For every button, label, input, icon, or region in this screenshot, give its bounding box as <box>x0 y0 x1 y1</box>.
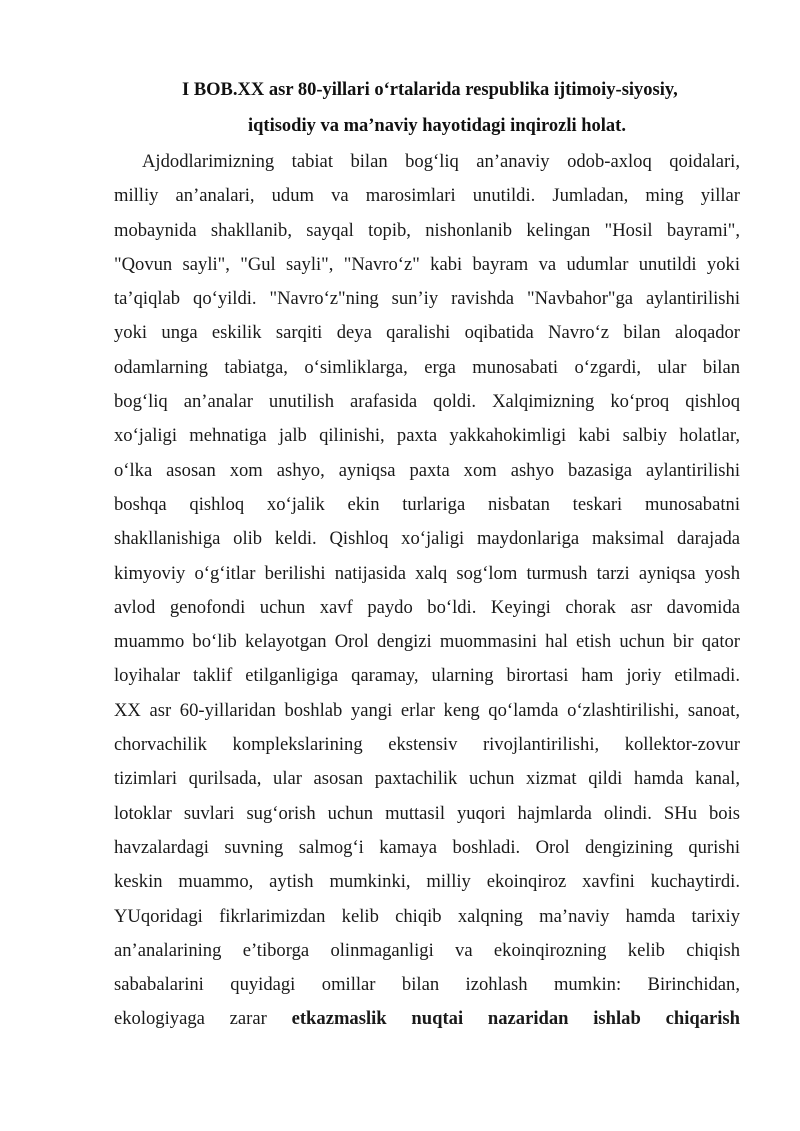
text-line: muammo bo‘lib kelayotgan Orol dengizi muommasini hal etish uchun bir qator <box>114 631 740 653</box>
text-line: keskin muammo, aytish mumkinki, milliy ekoinqiroz xavfini kuchaytirdi. <box>114 871 740 893</box>
text-line: havzalardagi suvning salmog‘i kamaya boshladi. Orol dengizining qurishi <box>114 836 740 858</box>
text-line-last <box>114 1002 740 1036</box>
text-line: o‘lka asosan xom ashyo, ayniqsa paxta xom ashyo bazasiga aylantirilishi <box>114 459 740 481</box>
chapter-heading-line-1: I BOB.XX asr 80-yillari o‘rtalarida respublika ijtimoiy-siyosiy, <box>182 80 678 100</box>
text-line: sababalarini quyidagi omillar bilan izohlash mumkin: Birinchidan, <box>114 974 740 996</box>
text-line: mobaynida shakllanib, sayqal topib, nishonlanib kelingan "Hosil bayrami", <box>114 219 740 241</box>
body-paragraph <box>114 145 740 1037</box>
text-line: bog‘liq an’analar unutilish arafasida qoldi. Xalqimizning ko‘proq qishloq <box>114 391 740 413</box>
text-line: ta’qiqlab qo‘yildi. "Navro‘z"ning sun’iy ravishda "Navbahor"ga aylantirilishi <box>114 288 740 310</box>
text-line: xo‘jaligi mehnatiga jalb qilinishi, paxta yakkahokimligi kabi salbiy holatlar, <box>114 425 740 447</box>
chapter-heading-line-2: iqtisodiy va ma’naviy hayotidagi inqirozli holat. <box>248 116 626 136</box>
text-line: Ajdodlarimizning tabiat bilan bog‘liq an’anaviy odob-axloq qoidalari, <box>142 151 740 172</box>
text-line: shakllanishiga olib keldi. Qishloq xo‘jaligi maydonlariga maksimal darajada <box>114 528 740 550</box>
text-line-last-normal: ekologiyaga zarar <box>114 1008 267 1030</box>
text-line: "Qovun sayli", "Gul sayli", "Navro‘z" kabi bayram va udumlar unutildi yoki <box>114 253 740 275</box>
text-line: lotoklar suvlari sug‘orish uchun muttasil yuqori hajmlarda olindi. SHu bois <box>114 802 740 824</box>
text-line: milliy an’analari, udum va marosimlari unutildi. Jumladan, ming yillar <box>114 185 740 207</box>
text-line: tizimlari qurilsada, ular asosan paxtachilik uchun xizmat qildi hamda kanal, <box>114 768 740 790</box>
text-line: chorvachilik komplekslarining ekstensiv rivojlantirilishi, kollektor-zovur <box>114 734 740 756</box>
text-line: loyihalar taklif etilganligiga qaramay, ularning birortasi ham joriy etilmadi. <box>114 665 740 687</box>
text-line: XX asr 60-yillaridan boshlab yangi erlar keng qo‘lamda o‘zlashtirilishi, sanoat, <box>114 699 740 721</box>
text-line-last-bold: etkazmaslik nuqtai nazaridan ishlab chiqarish <box>291 1008 740 1030</box>
text-line: kimyoviy o‘g‘itlar berilishi natijasida xalq sog‘lom turmush tarzi ayniqsa yosh <box>114 562 740 584</box>
text-line: an’analarining e’tiborga olinmaganligi va ekoinqirozning kelib chiqish <box>114 939 740 961</box>
text-line: boshqa qishloq xo‘jalik ekin turlariga nisbatan teskari munosabatni <box>114 493 740 515</box>
text-line: odamlarning tabiatga, o‘simliklarga, erga munosabati o‘zgardi, ular bilan <box>114 356 740 378</box>
text-line: avlod genofondi uchun xavf paydo bo‘ldi. Keyingi chorak asr davomida <box>114 596 740 618</box>
text-line: yoki unga eskilik sarqiti deya qaralishi oqibatida Navro‘z bilan aloqador <box>114 322 740 344</box>
text-line: YUqoridagi fikrlarimizdan kelib chiqib xalqning ma’naviy hamda tarixiy <box>114 905 740 927</box>
